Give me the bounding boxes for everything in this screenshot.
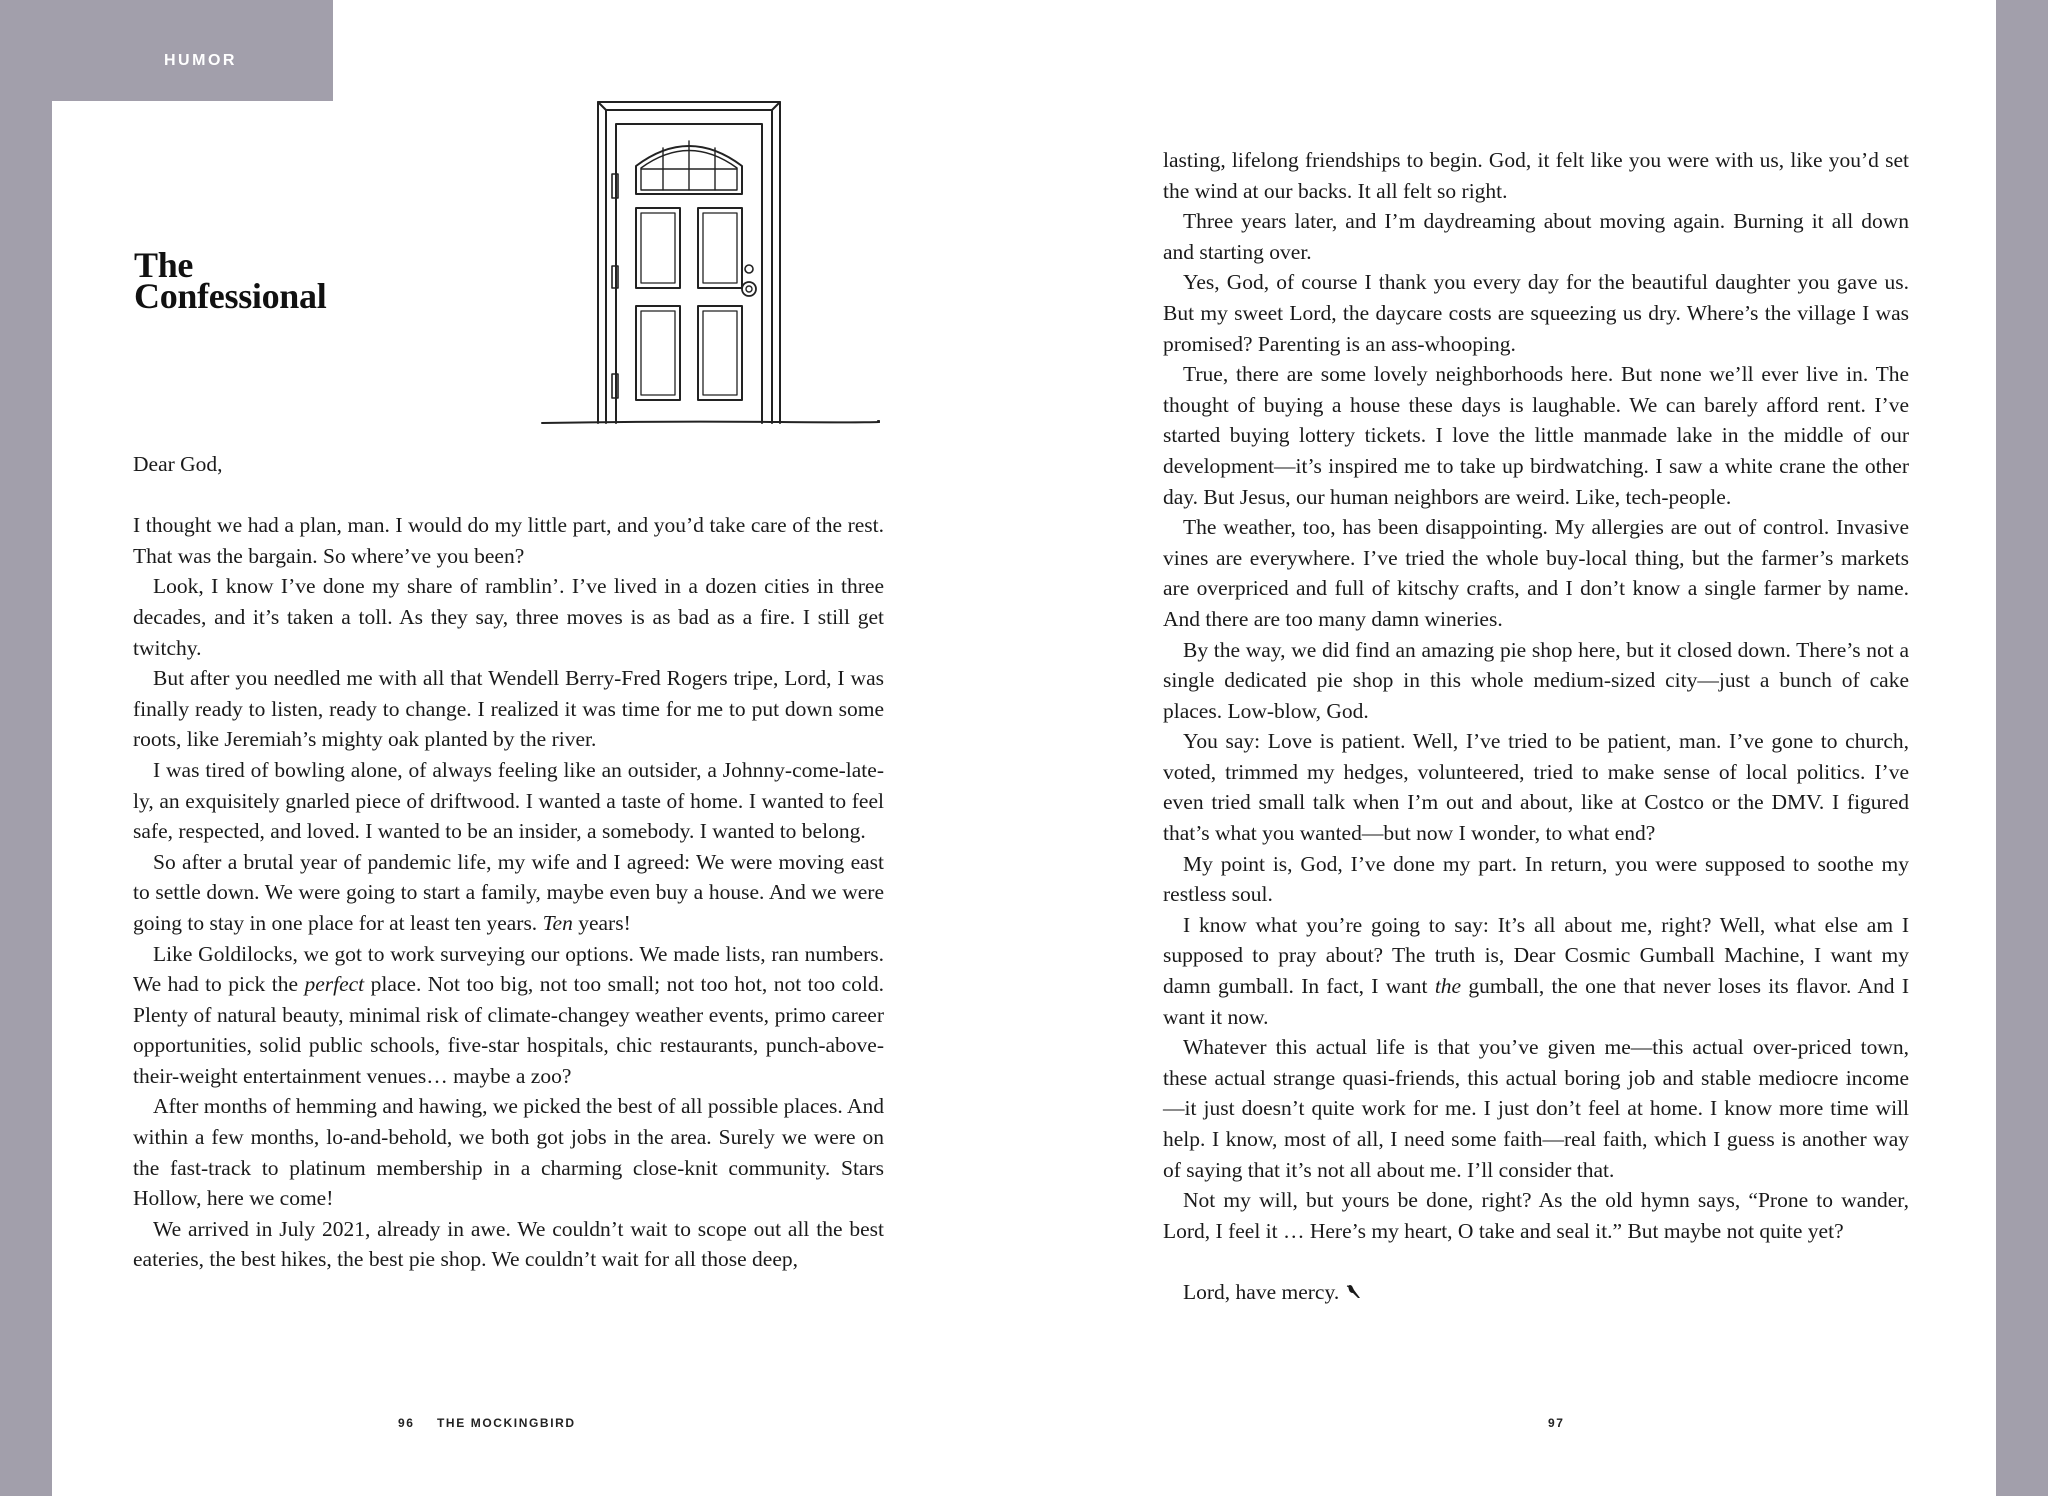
bird-icon xyxy=(1345,1282,1363,1302)
paragraph: After months of hemming and hawing, we picked the best of all possible places. And within a few months, lo-and-behold, we both got jobs in the area. Surely we were on the fast-track to platinum membership in a charming close-knit community. Stars Hollow, here we come! xyxy=(133,1094,884,1211)
right-column-text xyxy=(1163,145,1909,1308)
section-tab-band xyxy=(0,0,333,101)
paragraph: We arrived in July 2021, already in awe. We couldn’t wait to scope out all the best eateries, the best hikes, the best pie shop. We couldn’t wait for all those deep, xyxy=(133,1216,884,1272)
page-number-left: 96 xyxy=(398,1416,415,1430)
paragraph: By the way, we did find an amazing pie shop here, but it closed down. There’s not a single dedicated pie shop in this whole medium-sized city—just a bunch of cake places. Low-blow, God. xyxy=(1163,637,1909,723)
page-title-line-1: The xyxy=(134,245,194,285)
paragraph-continuation: lasting, lifelong friendships to begin. God, it felt like you were with us, like you’d set the wind at our backs. It all felt so right. xyxy=(1163,148,1909,203)
paragraph: The weather, too, has been disappointing. My allergies are out of control. Invasive vines are everywhere. I’ve tried the whole buy-local thing, but the farmer’s markets are overpriced and full of kitschy crafts, and I don’t know a single farmer by name. And there are too many damn wineries. xyxy=(1163,515,1909,631)
page-title-line-2: Confessional xyxy=(134,276,327,316)
section-tab-label: HUMOR xyxy=(164,52,237,69)
left-column-text xyxy=(133,449,884,1275)
ground-line xyxy=(542,421,880,423)
closing-line: Lord, have mercy. xyxy=(1163,1277,1909,1308)
paragraph: So after a brutal year of pandemic life, my wife and I agreed: We were moving east to settle down. We were going to start a family, maybe even buy a house. And we were going to stay in one place for at least ten years. Ten years! xyxy=(133,849,884,935)
door-knob xyxy=(742,282,756,296)
paragraph: You say: Love is patient. Well, I’ve tried to be patient, man. I’ve gone to church, voted, trimmed my hedges, volunteered, tried to make sense of local politics. I’ve even tried small talk when I’m out and about, like at Costco or the DMV. I figured that’s what you wanted—but now I wonder, to what end? xyxy=(1163,729,1909,846)
panel-lower-left xyxy=(636,306,680,400)
page-number-right: 97 xyxy=(1548,1416,1565,1430)
paragraph: But after you needled me with all that Wendell Berry-Fred Rogers tripe, Lord, I was finally ready to listen, ready to change. I realized it was time for me to put down some roots, like Jeremiah’s mighty oak planted by the river. xyxy=(133,666,884,752)
panel-lower-right xyxy=(698,306,742,400)
door-lock xyxy=(745,265,753,273)
paragraph: True, there are some lovely neighborhoods here. But none we’ll ever live in. The thought of buying a house these days is laughable. We can barely afford rent. I’ve started buying lottery tickets. I love the little manmade lake in the middle of our development—it’s inspired me to take up birdwatching. I saw a white crane the other day. But Jesus, our human neighbors are weird. Like, tech-people. xyxy=(1163,362,1909,509)
paragraph: Three years later, and I’m daydreaming about moving again. Burning it all down and starting over. xyxy=(1163,209,1909,264)
page-title xyxy=(134,245,327,316)
paragraph: I know what you’re going to say: It’s all about me, right? Well, what else am I supposed to pray about? The truth is, Dear Cosmic Gumball Machine, I want my damn gumball. In fact, I want the gumball, the one that never loses its flavor. And I want it now. xyxy=(1163,912,1909,1029)
paragraph: I thought we had a plan, man. I would do my little part, and you’d take care of the rest. That was the bargain. So where’ve you been? xyxy=(133,513,884,568)
paragraph: Like Goldilocks, we got to work surveying our options. We made lists, ran numbers. We had to pick the perfect place. Not too big, not too small; not too hot, not too cold. Plenty of natural beauty, minimal risk of climate-changey weather events, primo career opportunities, solid public schools, five-star hospitals, chic restaurants, punch-above-their-weight entertainment venues… maybe a zoo? xyxy=(133,941,884,1088)
panel-upper-left xyxy=(636,208,680,288)
door-illustration xyxy=(540,96,880,432)
paragraph: Not my will, but yours be done, right? As the old hymn says, “Prone to wander, Lord, I feel it … Here’s my heart, O take and seal it.” But maybe not quite yet? xyxy=(1163,1188,1909,1243)
paragraph: My point is, God, I’ve done my part. In return, you were supposed to soothe my restless soul. xyxy=(1163,851,1909,907)
panel-upper-right xyxy=(698,208,742,288)
paragraph: Yes, God, of course I thank you every day for the beautiful daughter you gave us. But my sweet Lord, the daycare costs are squeezing us dry. Where’s the village I was promised? Parenting is an ass-whooping. xyxy=(1163,270,1909,356)
paragraph: Whatever this actual life is that you’ve given me—this actual over-priced town, these actual strange quasi-friends, this actual boring job and stable mediocre income—it just doesn’t quite work for me. I just don’t feel at home. I know more time will help. I know, most of all, I need some faith—real faith, which I guess is another way of saying that it’s not all about me. I’ll consider that. xyxy=(1163,1035,1909,1182)
paragraph: Look, I know I’ve done my share of ramblin’. I’ve lived in a dozen cities in three decades, and it’s taken a toll. As they say, three moves is as bad as a fire. I still get twitchy. xyxy=(133,574,884,660)
paragraph: I was tired of bowling alone, of always feeling like an outsider, a Johnny-come-lately, an exquisitely gnarled piece of driftwood. I wanted a taste of home. I wanted to feel safe, respected, and loved. I wanted to be an insider, a somebody. I wanted to belong. xyxy=(133,757,884,844)
right-margin-band xyxy=(1996,0,2048,1496)
salutation: Dear God, xyxy=(133,452,223,476)
left-margin-band xyxy=(0,0,52,1496)
running-footer-title: THE MOCKINGBIRD xyxy=(437,1416,576,1430)
